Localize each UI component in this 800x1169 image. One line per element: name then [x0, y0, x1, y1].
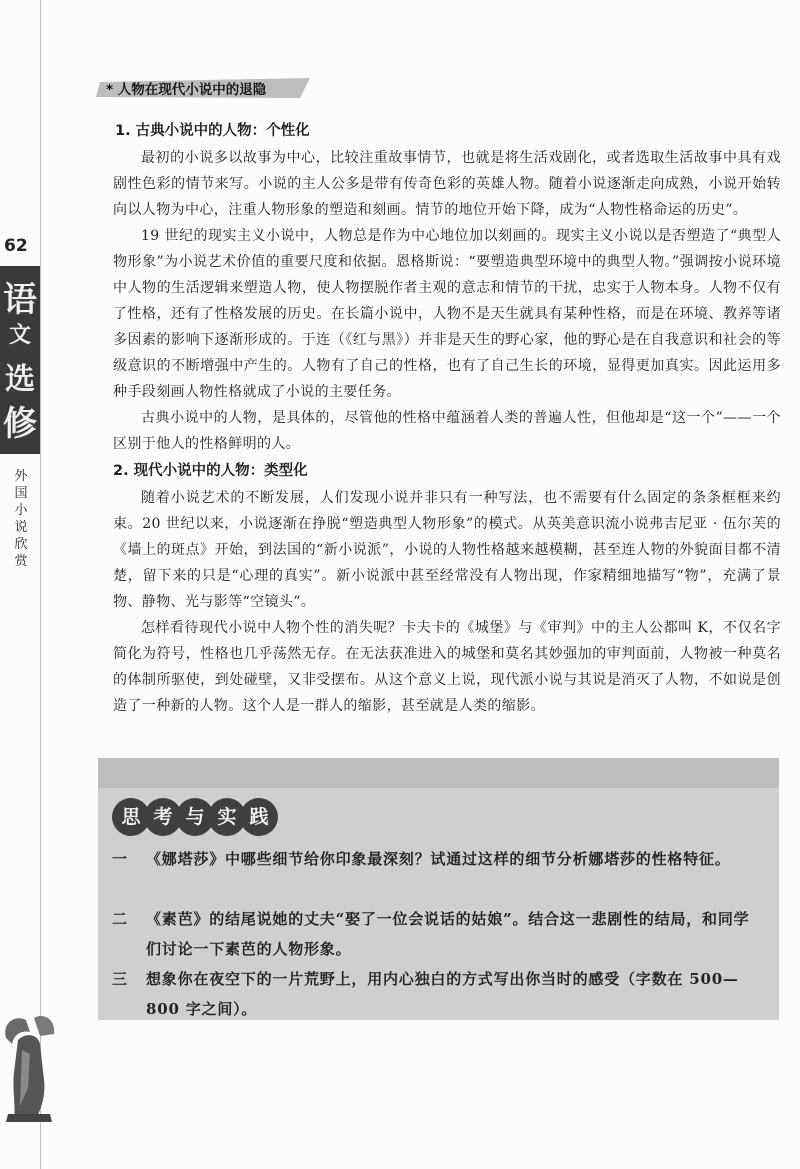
section-heading: 1. 古典小说中的人物：个性化 — [115, 123, 310, 139]
side-tab-char: 选 — [5, 362, 35, 397]
title-bubble: 践 — [240, 798, 278, 836]
page-number: 62 — [4, 236, 28, 256]
winged-statue-icon — [0, 1010, 60, 1122]
question-text: 《素芭》的结尾说她的丈夫“娶了一位会说话的姑娘”。结合这一悲剧性的结局，和同学们讨论一下素芭的人物形象。 — [146, 910, 750, 958]
title-bubble: 思 — [112, 798, 150, 836]
exercise-box-stripe — [98, 758, 779, 788]
side-book-char: 赏 — [14, 554, 28, 569]
margin-rule — [40, 0, 41, 1169]
question-number: 三 — [112, 970, 128, 988]
exercise-question — [112, 844, 762, 874]
title-bubble: 与 — [176, 798, 214, 836]
exercise-question — [112, 904, 762, 964]
question-text: 《娜塔莎》中哪些细节给你印象最深刻？试通过这样的细节分析娜塔莎的性格特征。 — [146, 850, 731, 868]
paragraph: 随着小说艺术的不断发展，人们发现小说并非只有一种写法，也不需要有什么固定的条条框框来约束。20 世纪以来，小说逐渐在挣脱“塑造典型人物形象”的模式。从英美意识流小说弗吉尼亚 · 伍尔芙的《墙上的斑点》开始，到法国的“新小说派”，小说的人物性格越来越模糊，甚至连人物的外貌面目都不清楚，留下来的只是“心理的真实”。新小说派中甚至经常没有人物出现，作家精细地描写“物”，充满了景物、静物、光与影等“空镜头”。 — [113, 490, 781, 610]
article-body — [113, 117, 781, 719]
side-tab — [0, 266, 40, 454]
side-book-char: 外 — [14, 469, 28, 484]
side-book-title — [10, 468, 32, 570]
question-text: 想象你在夜空下的一片荒野上，用内心独白的方式写出你当时的感受（字数在 500—800 字之间）。 — [146, 970, 739, 1018]
section-banner — [96, 76, 318, 100]
side-book-char: 小 — [14, 503, 28, 518]
paragraph: 怎样看待现代小说中人物个性的消失呢？卡夫卡的《城堡》与《审判》中的主人公都叫 K，不仅名字简化为符号，性格也几乎荡然无存。在无法获准进入的城堡和莫名其妙强加的审判面前，人物被一种莫名的体制所驱使，到处碰壁，又非受摆布。从这个意义上说，现代派小说与其说是消灭了人物，不如说是创造了一种新的人物。这个人是一群人的缩影，甚至就是人类的缩影。 — [113, 620, 782, 714]
side-book-char: 国 — [14, 486, 28, 501]
question-number: 一 — [112, 850, 128, 868]
paragraph: 最初的小说多以故事为中心，比较注重故事情节，也就是将生活戏剧化，或者选取生活故事中具有戏剧性色彩的情节来写。小说的主人公多是带有传奇色彩的英雄人物。随着小说逐渐走向成熟，小说开始转向以人物为中心，注重人物形象的塑造和刻画。情节的地位开始下降，成为“人物性格命运的历史”。 — [113, 150, 781, 218]
exercise-box — [98, 758, 779, 1020]
side-tab-char: 文 — [8, 322, 31, 348]
side-book-char: 欣 — [14, 537, 28, 552]
side-tab-char: 语 — [3, 280, 37, 320]
paragraph: 古典小说中的人物，是具体的，尽管他的性格中蕴涵着人类的普遍人性，但他却是“这一个”——一个区别于他人的性格鲜明的人。 — [113, 410, 781, 452]
question-number: 二 — [112, 910, 128, 928]
title-bubble: 实 — [208, 798, 246, 836]
side-book-char: 说 — [14, 520, 28, 535]
title-bubble: 考 — [144, 798, 182, 836]
paragraph: 19 世纪的现实主义小说中，人物总是作为中心地位加以刻画的。现实主义小说以是否塑造了“典型人物形象”为小说艺术价值的重要尺度和依据。恩格斯说：“要塑造典型环境中的典型人物。”强调按小说环境中人物的生活逻辑来塑造人物，使人物摆脱作者主观的意志和情节的干扰，忠实于人物本身。人物不仅有了性格，还有了性格发展的历史。在长篇小说中，人物不是天生就具有某种性格，而是在环境、教养等诸多因素的影响下逐渐形成的。于连（《红与黑》）并非是天生的野心家，他的野心是在自我意识和社会的等级意识的不断增强中产生的。人物有了自己的性格，也有了自己生长的环境，显得更加真实。因此运用多种手段刻画人物性格就成了小说的主要任务。 — [113, 228, 781, 400]
exercise-question — [112, 964, 762, 1024]
section-banner-text: * 人物在现代小说中的退隐 — [106, 82, 267, 98]
section-heading: 2. 现代小说中的人物：类型化 — [113, 463, 308, 479]
side-tab-char: 修 — [3, 404, 37, 444]
